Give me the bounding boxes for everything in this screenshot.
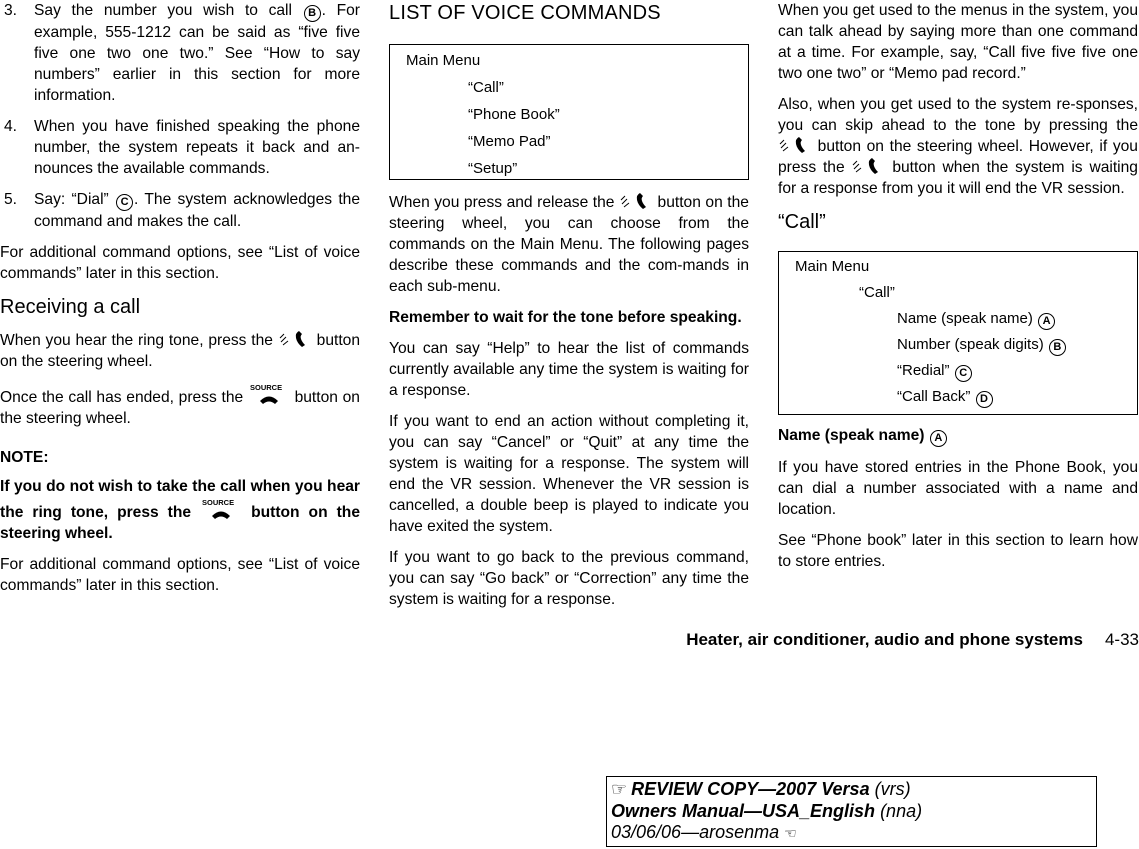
step-text: . The system acknowledges the command and makes the call.: [34, 191, 360, 230]
review-copy-stamp: [606, 776, 1097, 847]
marker-c: C: [955, 365, 972, 382]
text: Once the call has ended, press the: [0, 389, 244, 406]
marker-b: B: [1049, 339, 1066, 356]
menu-item: [779, 306, 1137, 332]
text: When you press and release the: [389, 194, 615, 211]
section-heading: Receiving a call: [0, 296, 141, 318]
text: When you hear the ring tone, press the: [0, 332, 273, 349]
main-menu-box: [389, 44, 749, 180]
paragraph: [0, 330, 360, 372]
review-line: Owners Manual—USA_English: [611, 800, 876, 821]
paragraph: You can say “Help” to hear the list of commands currently available any time the system is waiting for a response.: [389, 340, 749, 399]
page-footer: [636, 628, 1139, 652]
menu-item-label: “Call Back”: [897, 388, 971, 405]
review-line: REVIEW COPY—2007 Versa: [631, 779, 870, 799]
menu-subtitle: “Call”: [859, 284, 895, 301]
text: Also, when you get used to the system re-sponses, you can skip ahead to the tone by pressing the: [778, 96, 1138, 134]
text: button on the steering wheel.: [0, 389, 360, 427]
phone-voice-icon: [778, 136, 812, 154]
svg-text:SOURCE: SOURCE: [202, 498, 235, 507]
paragraph: [778, 94, 1138, 199]
marker-d: D: [976, 391, 993, 408]
menu-item-label: Name (speak name): [897, 310, 1033, 327]
source-hangup-icon: [248, 382, 290, 406]
pointing-hand-icon: ☞: [611, 779, 628, 799]
step-3: [0, 0, 360, 106]
paragraph: [0, 382, 360, 429]
pointing-hand-icon: ☜: [784, 825, 797, 841]
menu-item-label: Number (speak digits): [897, 336, 1044, 353]
paragraph: For additional command options, see “List of voice commands” later in this section.: [0, 244, 360, 282]
page-number: 4-33: [1104, 630, 1139, 649]
text: button on the steering wheel.: [0, 332, 360, 370]
svg-text:SOURCE: SOURCE: [249, 383, 282, 392]
paragraph: When you get used to the menus in the system, you can talk ahead by saying more than one command at a time. For example, say, “Call five five five one two one two” or “Memo pad record.”: [778, 2, 1138, 82]
paragraph: For additional command options, see “List of voice commands” later in this section.: [0, 556, 360, 594]
paragraph: If you have stored entries in the Phone Book, you can dial a number associated with a name and location.: [778, 459, 1138, 518]
menu-item: “Setup”: [468, 160, 518, 177]
step-number: 3.: [4, 2, 18, 19]
text: If you do not wish to take the call when you hear the ring tone, press the: [0, 478, 360, 521]
marker-a: A: [1038, 313, 1055, 330]
review-line: (nna): [875, 800, 923, 821]
menu-item: “Memo Pad”: [468, 133, 551, 150]
step-text: Say the number you wish to call: [34, 2, 292, 19]
menu-title: Main Menu: [406, 52, 481, 69]
review-line: 03/06/06—arosenma: [611, 822, 780, 842]
menu-item: “Call”: [468, 79, 504, 96]
section-heading: “Call”: [778, 211, 826, 233]
review-line: (vrs): [869, 779, 911, 799]
text: button when the system is waiting for a response from you it will end the VR session.: [778, 159, 1138, 197]
emphasis-paragraph: Remember to wait for the tone before speaking.: [389, 309, 742, 326]
column-left: [0, 0, 360, 606]
menu-item-label: “Redial”: [897, 362, 950, 379]
column-middle: [389, 0, 749, 620]
menu-item: [779, 358, 1137, 384]
menu-item: “Phone Book”: [468, 106, 560, 123]
step-text: Say: “Dial”: [34, 191, 109, 208]
section-heading: LIST OF VOICE COMMANDS: [389, 2, 661, 24]
marker-c: C: [116, 194, 133, 211]
marker-b: B: [304, 5, 321, 22]
subheading: [778, 425, 1138, 447]
column-right: [778, 0, 1138, 582]
paragraph: [389, 192, 749, 297]
text: button on the steering wheel. However, if you press the: [778, 138, 1138, 176]
phone-voice-icon: [278, 330, 312, 348]
paragraph: If you want to go back to the previous command, you can say “Go back” or “Correction” any time the system is waiting for a response.: [389, 549, 749, 608]
menu-item: [779, 332, 1137, 358]
menu-item: [779, 384, 1137, 410]
paragraph: See “Phone book” later in this section to learn how to store entries.: [778, 532, 1138, 570]
phone-voice-icon: [619, 192, 653, 210]
step-5: [0, 189, 360, 232]
section-title: Heater, air conditioner, audio and phone systems: [686, 630, 1083, 649]
step-text: . For example, 555-1212 can be said as “five five five one two one two.” See “How to say numbers” earlier in this section for more information.: [34, 2, 360, 104]
text: button on the steering wheel, you can choose from the commands on the Main Menu. The following pages describe these commands and the com-mands in each sub-menu.: [389, 194, 749, 295]
call-menu-box: [778, 251, 1138, 415]
note-label: NOTE:: [0, 449, 49, 466]
step-4: [0, 116, 360, 179]
phone-voice-icon: [851, 157, 885, 175]
marker-a: A: [930, 430, 947, 447]
paragraph: If you want to end an action without completing it, you can say “Cancel” or “Quit” at any time the system is waiting for a response. The system will end the VR session. Whenever the VR session is cancelled, a double beep is played to indicate you have exited the system.: [389, 413, 749, 535]
subheading-text: Name (speak name): [778, 427, 925, 444]
step-text: When you have finished speaking the phone number, the system repeats it back and an-nounces the available commands.: [34, 118, 360, 177]
text: button on the steering wheel.: [0, 504, 360, 542]
step-number: 5.: [4, 191, 18, 208]
source-hangup-icon: [200, 497, 242, 521]
menu-title: Main Menu: [795, 258, 870, 275]
step-number: 4.: [4, 118, 18, 135]
note-text: [0, 476, 360, 544]
